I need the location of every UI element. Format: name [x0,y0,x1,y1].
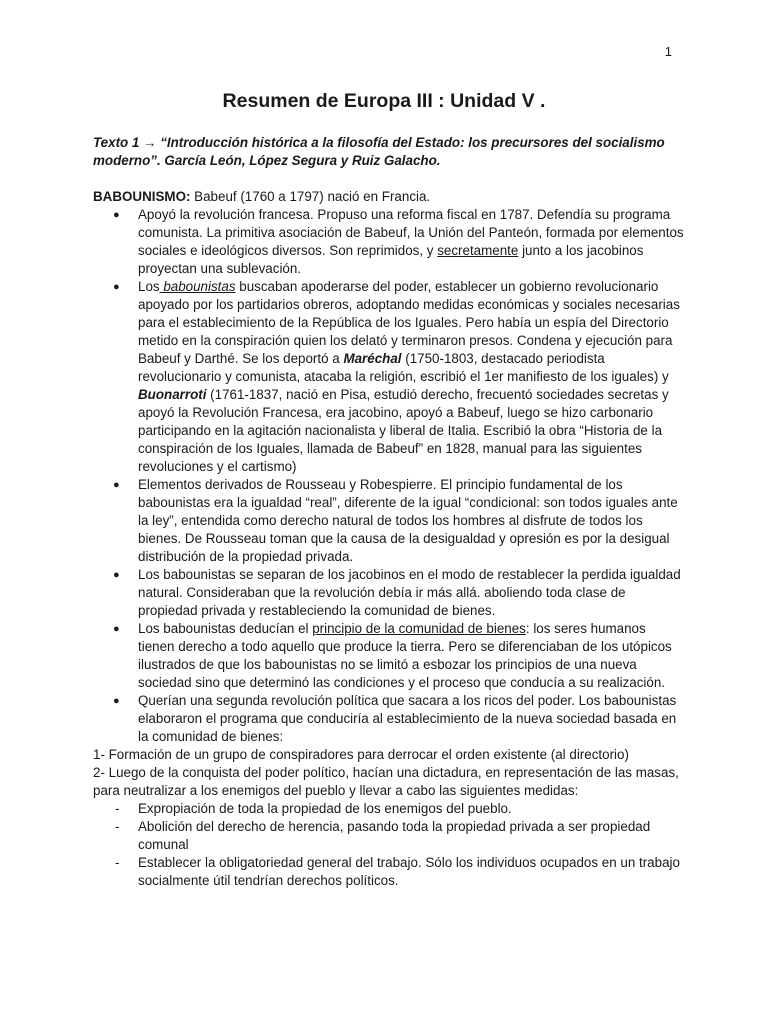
bullet-item-1 [93,206,685,278]
underlined-text: secretamente [437,243,519,258]
bullet-item-4 [93,566,685,620]
bullet-icon: ● [113,569,120,581]
bullet-text: Los babounistas deducían el [138,621,313,636]
bullet-list [93,206,685,746]
bullet-text: (1761-1837, nació en Pisa, estudió derecho, frecuentó sociedades secretas y apoyó la Revolución Francesa, era jacobino, apoyó a Babeuf, luego se hizo carbonario participando en la agitación nacionalista y liberal de Italia. Escribió la obra “Historia de la conspiración de los Iguales, llamada de Babeuf” en 1828, manual para las siguientes revoluciones y el cartismo) [138,387,669,474]
numbered-item-1: 1- Formación de un grupo de conspiradores para derrocar el orden existente (al directorio) [93,747,629,762]
bullet-text: Querían una segunda revolución política que sacara a los ricos del poder. Los babounistas elaboraron el programa que conduciría al establecimiento de la nueva sociedad basada en la comunidad de bienes: [138,693,677,744]
bullet-text: buscaban apoderarse del poder, establecer un gobierno revolucionario apoyado por los partidarios obreros, adoptando medidas económicas y sociales necesarias para el establecimiento de la República de los Iguales. Pero había un espía del Directorio metido en la conspiración quien los delató y terminaron presos. Condena y ejecución para Babeuf y Darthé. Se los deportó a [138,279,680,366]
bullet-text: Los [138,279,160,294]
bullet-item-6 [93,692,685,746]
bullet-item-3 [93,476,685,566]
bold-italic-name: Maréchal [343,351,402,366]
dash-text: Abolición del derecho de herencia, pasando toda la propiedad privada a ser propiedad comunal [138,819,651,852]
bullet-text: Los babounistas se separan de los jacobinos en el modo de restablecer la perdida igualdad natural. Consideraban que la revolución debía ir más allá. aboliendo toda clase de propiedad privada y restableciendo la comunidad de bienes. [138,567,681,618]
text-reference: Texto 1 → “Introducción histórica a la filosofía del Estado: los precursores del socialismo moderno”. García León, López Segura y Ruiz Galacho. [93,135,665,168]
document-title: Resumen de Europa III : Unidad V . [222,90,546,112]
dash-icon: - [115,801,120,816]
bullet-icon: ● [113,281,120,293]
section-heading: BABOUNISMO: [93,189,191,204]
bullet-icon: ● [113,623,120,635]
dash-icon: - [115,855,120,870]
underlined-italic-text: babounistas [159,279,236,294]
dash-text: Establecer la obligatoriedad general del trabajo. Sólo los individuos ocupados en un trabajo socialmente útil tendrían derechos políticos. [138,855,680,888]
page-number: 1 [664,44,672,59]
paragraph-gap [93,170,685,188]
bullet-text: Elementos derivados de Rousseau y Robespierre. El principio fundamental de los babounistas era la igualdad “real”, diferente de la igual “condicional: son todos iguales ante la ley”, entendida como derecho natural de todos los hombres al disfrute de todos los bienes. De Rousseau toman que la causa de la desigualdad y opresión es por la desigual distribución de la propiedad privada. [138,477,678,564]
dash-item-3 [93,854,685,890]
bullet-text: Apoyó la revolución francesa. Propuso una reforma fiscal en 1787. Defendía su programa comunista. La primitiva asociación de Babeuf, la Unión del Panteón, formada por elementos sociales e ideológicos diversos. Son reprimidos, y [138,207,684,258]
bullet-icon: ● [113,479,120,491]
bullet-text: (1750-1803, destacado periodista revolucionario y comunista, atacaba la religión, escribió el 1er manifiesto de los iguales) y [138,351,669,384]
section-intro [93,188,685,206]
bold-italic-name: Buonarroti [138,387,207,402]
dash-text: Expropiación de toda la propiedad de los enemigos del pueblo. [138,801,512,816]
underlined-text: principio de la comunidad de bienes [312,621,526,636]
numbered-item-2: 2- Luego de la conquista del poder político, hacían una dictadura, en representación de las masas, para neutralizar a los enemigos del pueblo y llevar a cabo las siguientes medidas: [93,765,679,798]
bullet-icon: ● [113,695,120,707]
document-body [93,134,685,890]
dash-item-2 [93,818,685,854]
bullet-text: junto a los jacobinos proyectan una sublevación. [138,243,644,276]
dash-list [93,800,685,890]
dash-icon: - [115,819,120,834]
bullet-item-2 [93,278,685,476]
bullet-icon: ● [113,209,120,221]
dash-item-1 [93,800,685,818]
bullet-text: : los seres humanos tienen derecho a todo aquello que produce la tierra. Pero se diferenciaban de los utópicos ilustrados de que los babounistas no se limitó a esbozar los principios de una nueva sociedad sino que determinó las condiciones y el proceso que conducía a su realización. [138,621,672,690]
bullet-item-5 [93,620,685,692]
section-intro-text: Babeuf (1760 a 1797) nació en Francia. [190,189,431,204]
